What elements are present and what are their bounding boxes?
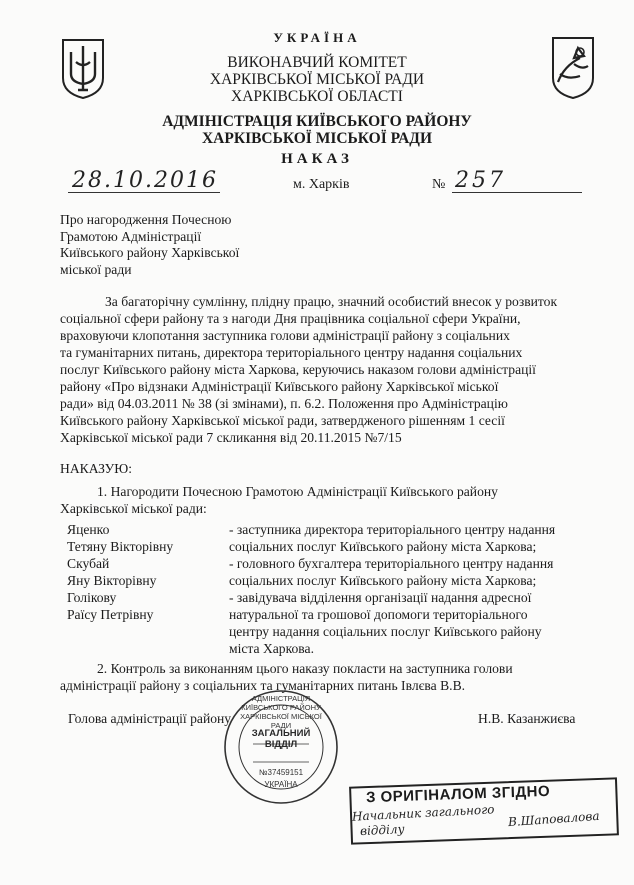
admin-line-1: АДМІНІСТРАЦІЯ КИЇВСЬКОГО РАЙОНУ xyxy=(162,113,472,130)
awardee-desc-line: - головного бухгалтера територіального центру надання xyxy=(229,556,554,571)
org-line-1: ВИКОНАВЧИЙ КОМІТЕТ xyxy=(227,54,407,71)
awardee-desc-line: - заступника директора територіального центру надання xyxy=(229,522,556,537)
copy-stamp-hand-line: відділу xyxy=(359,821,405,839)
admin-line-2: ХАРКІВСЬКОЇ МІСЬКОЇ РАДИ xyxy=(201,130,433,147)
subject-block xyxy=(60,212,239,278)
awardee-name: Яну Вікторівну xyxy=(67,573,157,588)
order-word: НАКАЗУЮ: xyxy=(60,461,133,476)
copy-stamp-hand-line: Начальник загального xyxy=(351,802,495,824)
item2-line: 2. Контроль за виконанням цього наказу покласти на заступника голови xyxy=(97,661,513,676)
awardee-surname: Скубай xyxy=(67,556,110,571)
number-sign: № xyxy=(432,177,446,192)
awardee-desc-line: - завідувача відділення організації надання адресної xyxy=(229,590,532,605)
round-stamp-bottom: УКРАЇНА xyxy=(264,780,298,789)
preamble-line: За багаторічну сумлінну, плідну працю, значний особистий внесок у розвиток xyxy=(105,294,558,309)
number-underline xyxy=(452,192,582,193)
awardee-surname: Яценко xyxy=(67,522,110,537)
awardee-desc-line: міста Харкова. xyxy=(229,641,314,656)
preamble-line: та гуманітарних питань, директора територіального центру надання соціальних xyxy=(60,345,523,360)
preamble-line: Харківської міської ради 7 скликання від 20.11.2015 №7/15 xyxy=(60,430,402,445)
awardee-desc-line: соціальних послуг Київського району міста Харкова; xyxy=(229,539,537,554)
subject-line: Грамотою Адміністрації xyxy=(60,228,202,244)
order-number: 257 xyxy=(455,168,506,193)
preamble-line: ради» від 04.03.2011 № 38 (зі змінами), п. 6.2. Положення про Адміністрацію xyxy=(60,396,508,411)
org-line-3: ХАРКІВСЬКОЇ ОБЛАСТІ xyxy=(231,88,403,105)
preamble-line: соціальної сфери району та з нагоди Дня працівника соціальної сфери України, xyxy=(60,311,521,326)
round-stamp-center xyxy=(222,728,340,750)
org-line-2: ХАРКІВСЬКОЇ МІСЬКОЇ РАДИ xyxy=(209,71,425,88)
preamble-line: району «Про відзнаки Адміністрації Київського району Харківської міської xyxy=(60,379,499,394)
signatory-name: Н.В. Казанжиєва xyxy=(478,711,576,726)
doc-type-heading: НАКАЗ xyxy=(281,151,353,167)
round-stamp xyxy=(222,688,340,806)
awardee-desc-line: соціальних послуг Київського району міста Харкова; xyxy=(229,573,537,588)
subject-line: Про нагородження Почесною xyxy=(60,212,232,227)
round-stamp-center-line: ЗАГАЛЬНИЙ xyxy=(251,728,311,739)
copy-stamp-hand-signature: В.Шаповалова xyxy=(507,808,600,830)
awardee-desc-line: центру надання соціальних послуг Київського району xyxy=(229,624,542,639)
preamble-line: послуг Київського району міста Харкова, керуючись наказом голови адміністрації xyxy=(60,362,536,377)
subject-line: міської ради xyxy=(60,261,132,277)
awardee-desc-line: натуральної та грошової допомоги територіального xyxy=(229,607,528,622)
signatory-title: Голова адміністрації району xyxy=(68,711,232,726)
item1-line: 1. Нагородити Почесною Грамотою Адміністрації Київського району xyxy=(97,484,498,499)
awardee-name: Тетяну Вікторівну xyxy=(67,539,174,554)
round-stamp-center-line: ВІДДІЛ xyxy=(264,739,298,750)
city: м. Харків xyxy=(293,177,350,192)
order-date: 28.10.2016 xyxy=(72,168,218,193)
preamble-line: Київського району Харківської міської ради, затвердженого рішенням 1 сесії xyxy=(60,413,505,428)
preamble-line: враховуючи клопотання заступника голови адміністрації району з соціальних xyxy=(60,328,510,343)
copy-stamp-title: З ОРИГІНАЛОМ ЗГІДНО xyxy=(365,782,551,807)
date-underline xyxy=(68,192,220,193)
round-stamp-code: №37459151 xyxy=(258,768,304,777)
awardee-name: Раїсу Петрівну xyxy=(67,607,154,622)
round-stamp-ring-text: АДМІНІСТРАЦІЯ КИЇВСЬКОГО РАЙОНУ ХАРКІВСЬКОЇ МІСЬКОЇ РАДИ xyxy=(240,694,322,730)
item1-line: Харківської міської ради: xyxy=(60,501,207,516)
awardee-surname: Голікову xyxy=(67,590,117,605)
country-heading: УКРАЇНА xyxy=(273,30,361,45)
subject-line: Київського району Харківської xyxy=(60,245,240,260)
item2-line: адміністрації району з соціальних та гуманітарних питань Івлєва В.В. xyxy=(60,678,466,693)
